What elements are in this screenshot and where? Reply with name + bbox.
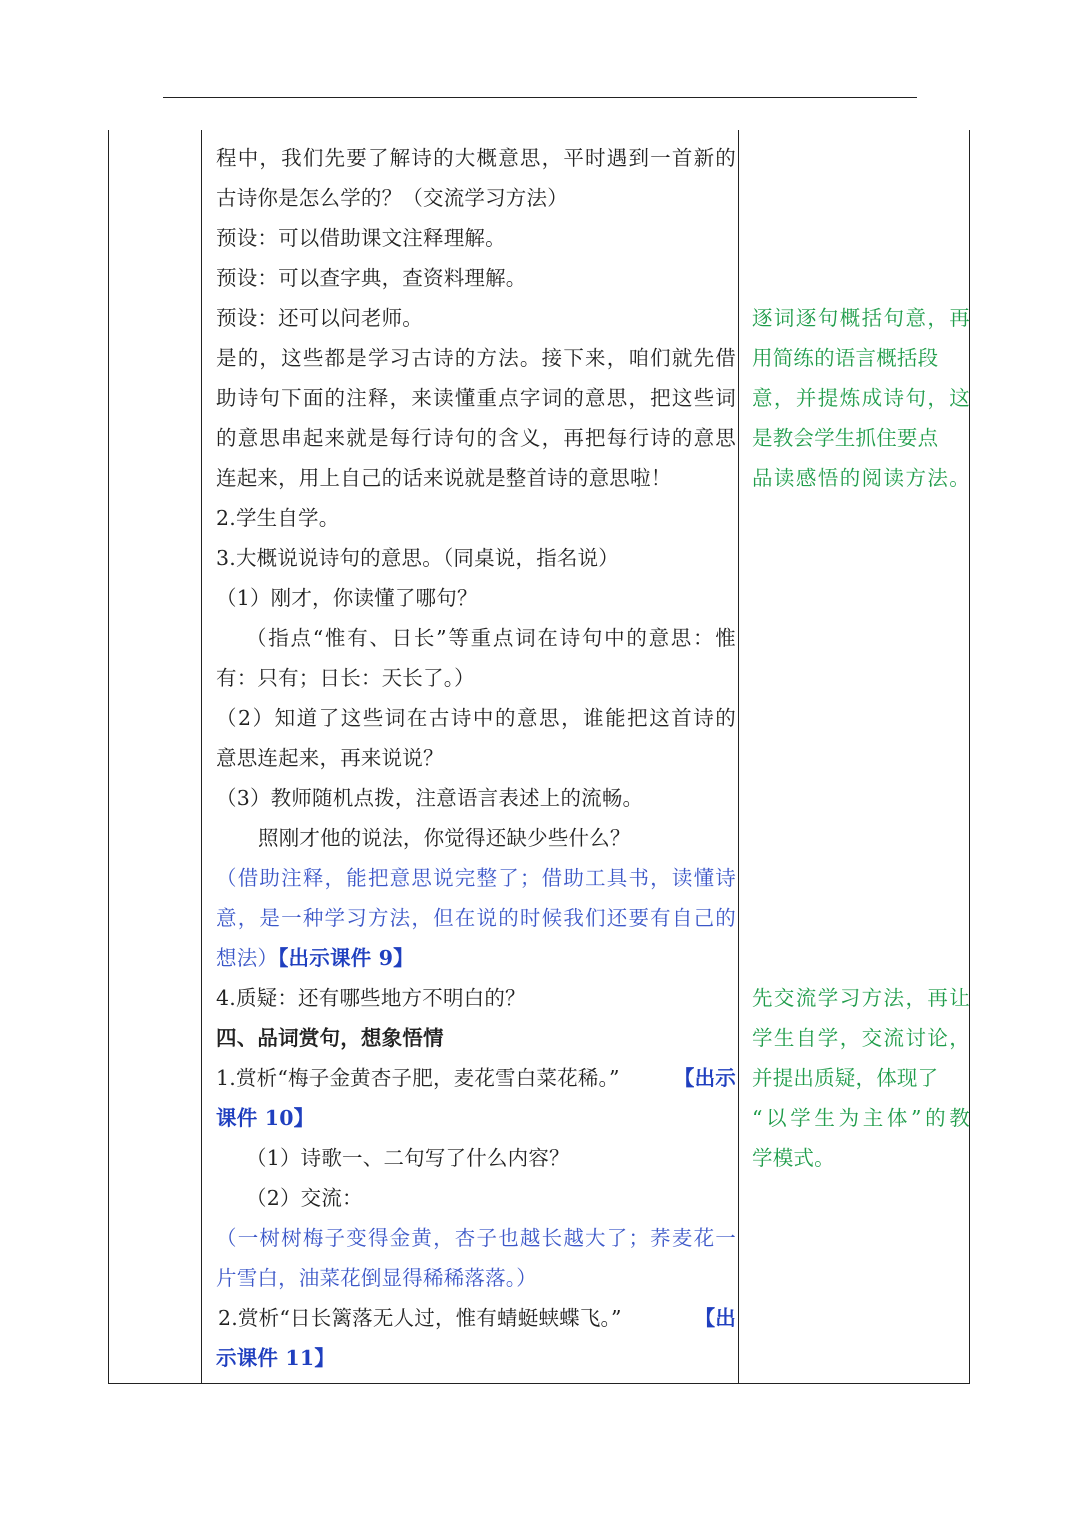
text-line: 预设：可以借助课文注释理解。: [216, 226, 506, 250]
courseware-tag-10-start: 【出示: [673, 1066, 736, 1090]
answer-text: 想法）: [216, 946, 279, 970]
text-line: （3）教师随机点拨，注意语言表述上的流畅。: [216, 786, 644, 810]
note-line: 是教会学生抓住要点: [752, 426, 939, 450]
text-line: 程中，我们先要了解诗的大概意思，平时遇到一首新的: [216, 146, 736, 170]
text-line: （1）刚才，你读懂了哪句？: [216, 586, 478, 610]
answer-line: 片雪白，油菜花倒显得稀稀落落。）: [216, 1266, 537, 1290]
design-note-2: [752, 978, 970, 1178]
text-line: 意思连起来，再来说说？: [216, 746, 444, 770]
text-line: 有：只有；日长：天长了。）: [216, 666, 475, 690]
design-note-1: [752, 298, 970, 498]
note-line: 先交流学习方法，再让: [752, 986, 970, 1010]
courseware-tag-10-end: 课件 10】: [216, 1106, 315, 1130]
text-line: 古诗你是怎么学的？（交流学习方法）: [216, 186, 568, 210]
answer-line: （一树树梅子变得金黄，杏子也越长越大了；荞麦花一: [216, 1226, 736, 1250]
appreciation-line-2: [216, 1298, 736, 1338]
lesson-table: [108, 130, 970, 1384]
text-line: （2）知道了这些词在古诗中的意思，谁能把这首诗的: [216, 706, 736, 730]
text-segment: 1.赏析“梅子金黄杏子肥，麦花雪白菜花稀。”: [216, 1066, 620, 1090]
answer-line-with-courseware: [216, 938, 736, 978]
answer-line: （借助注释，能把意思说完整了；借助工具书，读懂诗: [216, 866, 736, 890]
courseware-tag-11-start: 【出: [694, 1306, 736, 1330]
text-line: （2）交流：: [246, 1186, 363, 1210]
text-segment: 2.赏析“日长篱落无人过，惟有蜻蜓蛱蝶飞。”: [218, 1306, 622, 1330]
note-line: 用简练的语言概括段: [752, 346, 939, 370]
note-line: 逐词逐句概括句意，再: [752, 306, 970, 330]
text-line: 照刚才他的说法，你觉得还缺少些什么？: [258, 826, 631, 850]
text-line: 预设：可以查字典，查资料理解。: [216, 266, 527, 290]
courseware-tag-11-end: 示课件 11】: [216, 1346, 336, 1370]
text-line: 的意思串起来就是每行诗句的含义，再把每行诗的意思: [216, 426, 736, 450]
note-line: 学生自学，交流讨论，: [752, 1026, 970, 1050]
text-line: 3.大概说说诗句的意思。（同桌说，指名说）: [216, 546, 620, 570]
note-line: 学模式。: [752, 1146, 835, 1170]
text-line: 连起来，用上自己的话来说就是整首诗的意思啦！: [216, 466, 672, 490]
text-line: （1）诗歌一、二句写了什么内容？: [246, 1146, 570, 1170]
courseware-tag-9: 【出示课件 9】: [278, 946, 414, 970]
header-rule: [163, 97, 917, 98]
appreciation-line-1: [216, 1058, 736, 1098]
text-line: 是的，这些都是学习古诗的方法。接下来，咱们就先借: [216, 346, 736, 370]
table-divider-1: [201, 130, 202, 1384]
text-line: 2.学生自学。: [216, 506, 340, 530]
text-line: 预设：还可以问老师。: [216, 306, 423, 330]
note-line: “以学生为主体”的教: [752, 1106, 970, 1130]
answer-line: 意，是一种学习方法，但在说的时候我们还要有自己的: [216, 906, 736, 930]
note-line: 意，并提炼成诗句，这: [752, 386, 970, 410]
table-border-bottom: [108, 1383, 970, 1384]
text-line: （指点“惟有、日长”等重点词在诗句中的意思：惟: [246, 626, 736, 650]
text-line: 4.质疑：还有哪些地方不明白的？: [216, 986, 526, 1010]
teaching-process-column: [216, 130, 736, 1378]
table-border-left: [108, 130, 109, 1384]
section-heading: 四、品词赏句，想象悟情: [216, 1026, 444, 1050]
note-line: 品读感悟的阅读方法。: [752, 466, 970, 490]
note-line: 并提出质疑，体现了: [752, 1066, 939, 1090]
text-line: 助诗句下面的注释，来读懂重点字词的意思，把这些词: [216, 386, 736, 410]
table-divider-2: [738, 130, 739, 1384]
